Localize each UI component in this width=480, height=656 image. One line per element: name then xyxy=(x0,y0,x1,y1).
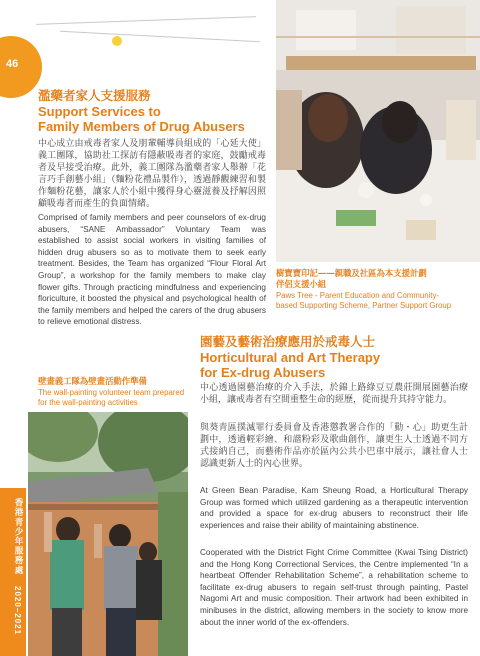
photo1-caption-zh-line1: 樹寶寶印記——親職及社區為本支援計劃 xyxy=(276,268,427,278)
section2-body-en-1: At Green Bean Paradise, Kam Sheung Road, a Horticultural Therapy Group was formed which utilized gardening as a therapeutic intervention and provided a space for ex-drug abusers to reconstruct their life experiences and raise their ability of maintaining abstinence. xyxy=(200,486,468,530)
page-number: 46 xyxy=(6,58,19,70)
sidebar-org-name: 香港青少年服務處 xyxy=(13,498,23,575)
section1-title-zh: 濫藥者家人支援服務 xyxy=(38,88,151,103)
flower-workshop-photo xyxy=(276,0,480,262)
wall-painting-photo xyxy=(28,412,188,656)
photo1-caption-zh-line2: 伴侶支援小組 xyxy=(276,279,327,289)
section1-body-zh: 中心成立由戒毒者家人及朋輩輔導員組成的「心延大使」義工團隊，協助社工探訪有隱蔽吸毒者的家庭，鼓勵戒毒者及早接受治療。此外，義工團隊為濫藥者家人舉辦「花言巧手創藝小組」（麵粉花禮品製作），透過靜觀練習和製作麵粉花藝，讓家人於小組中獲得身心靈滋養及抒解因照顧吸毒者而產生的負面情緒。 xyxy=(38,139,266,209)
section1-title-en-line2: Family Members of Drug Abusers xyxy=(38,119,245,134)
section2-title-zh: 園藝及藝術治療應用於戒毒人士 xyxy=(200,334,376,349)
section2-title-en-line1: Horticultural and Art Therapy xyxy=(200,350,381,365)
section2-body-zh-2: 與葵青區撲滅罪行委員會及香港懲教署合作的「動・心」助更生計劃中，透過輕彩繪、和諧粉彩及歌曲創作，讓更生人士透過不同方式接納自己，而藝術作品亦於區內公共小巴車中展示，讓社會人士認識更新人士的內心世界。 xyxy=(200,423,468,469)
section2-title-en-line2: for Ex-drug Abusers xyxy=(200,365,326,380)
section2-body-en-2: Cooperated with the District Fight Crime Committee (Kwai Tsing District) and the Hong Kong Correctional Services, the Centre implemented “In a heartbeat Offender Rehabilitation Scheme”, a rehabilitation scheme to facilitate ex-drug abusers to regain self-trust through painting, Pastel Nagomi Art and music composition. Their artwork had been exhibited in minibuses in the district, allowing members in the society to know more about the inner world of the ex-offenders. xyxy=(200,548,468,627)
photo2-caption-zh: 壁畫義工隊為壁畫活動作準備 xyxy=(38,376,147,386)
decorative-line xyxy=(36,16,256,25)
section1-title-en-line1: Support Services to xyxy=(38,104,161,119)
photo2-caption-en: The wall-painting volunteer team prepared for the wall-painting activities xyxy=(38,388,185,407)
section1-body-en: Comprised of family members and peer counselors of ex-drug abusers, “SANE Ambassador” Voluntary Team was established to assist social workers in visiting families of hidden drug abusers so as to motivate them to seek early treatment. Besides, the Team has organized “Flour Floral Art Group”, a workshop for the family members to make clay flower gifts. Through practicing mindfulness and experiencing floriculture, it boosted the physical and psychological health of the family members and helped the carers of the drug abusers to relieve emotional distress. xyxy=(38,213,266,327)
photo1-caption-en: Paws Tree - Parent Education and Community-based Supporting Scheme, Partner Support Group xyxy=(276,291,452,310)
section2-body-zh-1: 中心透過園藝治療的介入手法，於錦上路綠豆豆農莊開展園藝治療小組，讓戒毒者有空間重整生命的經歷，從而提升其持守能力。 xyxy=(200,383,468,405)
decorative-dot xyxy=(112,36,122,46)
sidebar-years: 2020–2021 xyxy=(13,586,22,636)
decorative-line xyxy=(60,31,260,42)
